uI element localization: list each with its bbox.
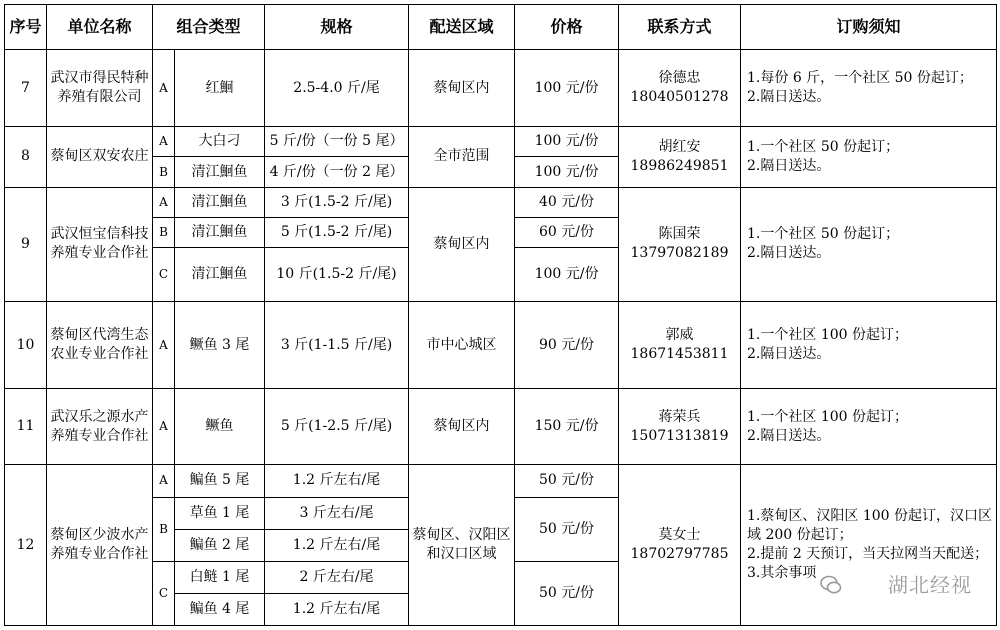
unit-cell: 蔡甸区少波水产养殖专业合作社 (47, 465, 153, 626)
notice-line: 1.一个社区 50 份起订； (747, 226, 900, 243)
combo-letter: A (153, 127, 175, 157)
spec-cell: 5 斤/份（一份 5 尾） (265, 127, 409, 157)
price-cell: 100 元/份 (515, 247, 619, 301)
combo-type: 大白刁 (175, 127, 265, 157)
notice-line: 1.每份 6 斤，一个社区 50 份起订； (747, 70, 973, 87)
unit-cell: 蔡甸区双安农庄 (47, 127, 153, 187)
notice-line: 1.蔡甸区、汉阳区 100 份起订，汉口区域 200 份起订； (747, 508, 992, 544)
combo-type: 白鲢 1 尾 (175, 561, 265, 593)
combo-type: 清江鮰鱼 (175, 217, 265, 247)
area-cell: 蔡甸区内 (409, 50, 515, 127)
contact-name: 莫女士 (658, 527, 701, 544)
notice-line: 1.一个社区 50 份起订； (747, 138, 900, 155)
price-cell: 40 元/份 (515, 187, 619, 217)
spec-cell: 1.2 斤左右/尾 (265, 593, 409, 625)
spec-cell: 4 斤/份（一份 2 尾） (265, 157, 409, 187)
notice-cell (741, 465, 997, 626)
watermark: 湖北经视 (888, 573, 972, 597)
contact-cell (619, 127, 741, 187)
notice-line: 2.隔日送达。 (747, 245, 831, 262)
contact-cell (619, 301, 741, 388)
contact-name: 陈国荣 (658, 226, 701, 243)
combo-letter: B (153, 497, 175, 561)
combo-type: 清江鮰鱼 (175, 187, 265, 217)
combo-type: 鳊鱼 2 尾 (175, 529, 265, 561)
header-combo: 组合类型 (153, 5, 265, 50)
table-row (5, 127, 997, 157)
contact-phone: 18986249851 (630, 157, 729, 174)
contact-name: 徐德忠 (658, 70, 701, 87)
area-cell: 蔡甸区、汉阳区和汉口区域 (409, 465, 515, 626)
unit-cell: 武汉市得民特种养殖有限公司 (47, 50, 153, 127)
notice-line: 2.提前 2 天预订，当天拉网当天配送； (747, 546, 989, 563)
table-row (5, 465, 997, 497)
seq-cell: 9 (5, 187, 47, 301)
combo-letter: B (153, 157, 175, 187)
spec-cell: 3 斤(1-1.5 斤/尾) (265, 301, 409, 388)
contact-phone: 18040501278 (630, 89, 729, 106)
combo-letter: A (153, 50, 175, 127)
seq-cell: 7 (5, 50, 47, 127)
table-row (5, 389, 997, 465)
header-unit: 单位名称 (47, 5, 153, 50)
notice-cell (741, 127, 997, 187)
notice-cell (741, 187, 997, 301)
combo-letter: B (153, 217, 175, 247)
price-cell: 100 元/份 (515, 127, 619, 157)
price-cell: 100 元/份 (515, 50, 619, 127)
notice-cell (741, 50, 997, 127)
spec-cell: 1.2 斤左右/尾 (265, 465, 409, 497)
combo-type: 鳊鱼 5 尾 (175, 465, 265, 497)
unit-cell: 武汉乐之源水产养殖专业合作社 (47, 389, 153, 465)
combo-letter: A (153, 465, 175, 497)
header-row (5, 5, 997, 50)
header-spec: 规格 (265, 5, 409, 50)
notice-line: 3.其余事项 (747, 565, 817, 582)
contact-phone: 18671453811 (630, 346, 729, 363)
combo-letter: A (153, 301, 175, 388)
price-cell: 90 元/份 (515, 301, 619, 388)
notice-line: 2.隔日送达。 (747, 346, 831, 363)
contact-cell (619, 50, 741, 127)
combo-type: 鳜鱼 3 尾 (175, 301, 265, 388)
contact-phone: 15071313819 (630, 427, 729, 444)
combo-letter: A (153, 389, 175, 465)
spec-cell: 3 斤左右/尾 (265, 497, 409, 529)
spec-cell: 3 斤(1.5-2 斤/尾) (265, 187, 409, 217)
combo-letter: C (153, 247, 175, 301)
contact-name: 胡红安 (658, 138, 701, 155)
table-row (5, 301, 997, 388)
price-cell: 50 元/份 (515, 465, 619, 497)
combo-type: 红鮰 (175, 50, 265, 127)
table-row (5, 187, 997, 217)
spec-cell: 5 斤(1-2.5 斤/尾) (265, 389, 409, 465)
spec-cell: 5 斤(1.5-2 斤/尾) (265, 217, 409, 247)
contact-cell (619, 465, 741, 626)
header-notice: 订购须知 (741, 5, 997, 50)
seq-cell: 10 (5, 301, 47, 388)
area-cell: 蔡甸区内 (409, 187, 515, 301)
unit-cell: 武汉恒宝信科技养殖专业合作社 (47, 187, 153, 301)
combo-type: 鳊鱼 4 尾 (175, 593, 265, 625)
notice-line: 1.一个社区 100 份起订； (747, 327, 908, 344)
combo-letter: A (153, 187, 175, 217)
price-cell: 50 元/份 (515, 561, 619, 625)
order-table (4, 4, 997, 626)
area-cell: 蔡甸区内 (409, 389, 515, 465)
combo-type: 清江鮰鱼 (175, 157, 265, 187)
header-seq: 序号 (5, 5, 47, 50)
price-cell: 50 元/份 (515, 497, 619, 561)
notice-cell (741, 389, 997, 465)
price-cell: 150 元/份 (515, 389, 619, 465)
price-cell: 60 元/份 (515, 217, 619, 247)
seq-cell: 8 (5, 127, 47, 187)
contact-phone: 18702797785 (630, 546, 729, 563)
unit-cell: 蔡甸区代湾生态农业专业合作社 (47, 301, 153, 388)
contact-cell (619, 187, 741, 301)
combo-type: 清江鮰鱼 (175, 247, 265, 301)
area-cell: 市中心城区 (409, 301, 515, 388)
combo-type: 鳜鱼 (175, 389, 265, 465)
combo-letter: C (153, 561, 175, 625)
header-area: 配送区域 (409, 5, 515, 50)
notice-line: 1.一个社区 100 份起订； (747, 408, 908, 425)
spec-cell: 10 斤(1.5-2 斤/尾) (265, 247, 409, 301)
area-cell: 全市范围 (409, 127, 515, 187)
wechat-icon (820, 574, 842, 596)
spec-cell: 1.2 斤左右/尾 (265, 529, 409, 561)
contact-cell (619, 389, 741, 465)
notice-cell (741, 301, 997, 388)
table-row (5, 50, 997, 127)
header-price: 价格 (515, 5, 619, 50)
contact-name: 蒋荣兵 (658, 408, 701, 425)
seq-cell: 12 (5, 465, 47, 626)
contact-phone: 13797082189 (630, 245, 729, 262)
notice-line: 2.隔日送达。 (747, 89, 831, 106)
price-cell: 100 元/份 (515, 157, 619, 187)
seq-cell: 11 (5, 389, 47, 465)
notice-line: 2.隔日送达。 (747, 157, 831, 174)
spec-cell: 2 斤左右/尾 (265, 561, 409, 593)
spec-cell: 2.5-4.0 斤/尾 (265, 50, 409, 127)
header-contact: 联系方式 (619, 5, 741, 50)
combo-type: 草鱼 1 尾 (175, 497, 265, 529)
contact-name: 郭威 (665, 327, 694, 344)
notice-line: 2.隔日送达。 (747, 427, 831, 444)
